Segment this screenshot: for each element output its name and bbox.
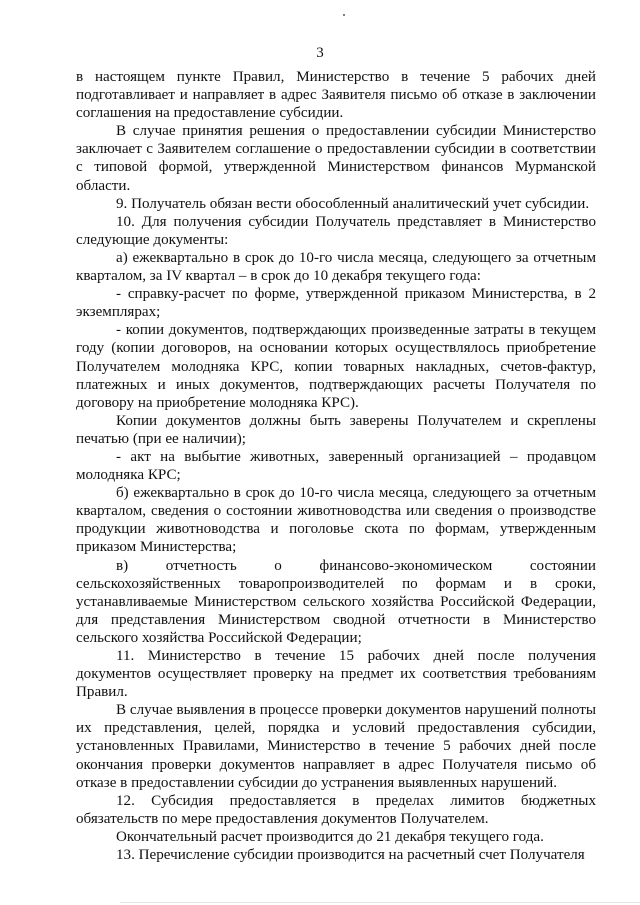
document-body — [76, 68, 596, 864]
paragraph-subitem-v: в) отчетность о финансово-экономическом состоянии сельскохозяйственных товаропроизводителей по формам и в сроки, устанавливаемые Министерством сельского хозяйства Российской Федерации, для представления Министерством сводной отчетности в Министерство сельского хозяйства Российской Федерации; — [76, 557, 596, 646]
paragraph-item-9: 9. Получатель обязан вести обособленный аналитический учет субсидии. — [116, 195, 590, 212]
page-number: 3 — [316, 45, 324, 61]
paragraph-item-12: 12. Субсидия предоставляется в пределах лимитов бюджетных обязательств по мере предоставления документов Получателем. — [76, 792, 596, 827]
paragraph-item-11: 11. Министерство в течение 15 рабочих дней после получения документов осуществляет проверку на предмет их соответствия требованиям Правил. — [76, 648, 596, 701]
paragraph-disposal-act: - акт на выбытие животных, заверенный организацией – продавцом молодняка КРС; — [76, 448, 596, 484]
paragraph-agreement: В случае принятия решения о предоставлении субсидии Министерство заключает с Заявителем соглашение о предоставлении субсидии в соответствии с типовой формой, утвержденной Министерством финансов Мурманской области. — [76, 123, 596, 194]
scan-edge-line — [120, 902, 640, 903]
paragraph-subitem-a: а) ежеквартально в срок до 10-го числа месяца, следующего за отчетным кварталом, за IV квартал – в срок до 10 декабря текущего года: — [76, 249, 596, 285]
paragraph-violations: В случае выявления в процессе проверки документов нарушений полноты их представления, целей, порядка и условий предоставления субсидии, установленных Правилами, Министерство в течение 5 рабочих дней после окончания проверки документов направляет в адрес Получателя письмо об отказе в предоставлении субсидии до устранения выявленных нарушений. — [76, 702, 596, 791]
paragraph-item-13: 13. Перечисление субсидии производится на расчетный счет Получателя — [116, 847, 585, 864]
paragraph-item-10: 10. Для получения субсидии Получатель представляет в Министерство следующие документы: — [76, 213, 596, 248]
paragraph-calculation-certificate: - справку-расчет по форме, утвержденной приказом Министерства, в 2 экземплярах; — [76, 286, 596, 321]
paragraph-subitem-b: б) ежеквартально в срок до 10-го числа месяца, следующего за отчетным кварталом, сведения о состоянии животноводства или сведения о производстве продукции животноводства и поголовье скота по формам, утвержденным приказом Министерства; — [76, 485, 596, 556]
paragraph-copies-certified: Копии документов должны быть заверены Получателем и скреплены печатью (при ее наличии); — [76, 412, 596, 447]
paragraph-continuation: в настоящем пункте Правил, Министерство в течение 5 рабочих дней подготавливает и направляет в адрес Заявителя письмо об отказе в заключении соглашения на предоставление субсидии. — [76, 69, 596, 122]
paragraph-final-settlement: Окончательный расчет производится до 21 декабря текущего года. — [116, 828, 544, 845]
paragraph-document-copies: - копии документов, подтверждающих произведенные затраты в текущем году (копии договоров, на основании которых осуществлялось приобретение Получателем молодняка КРС, копии товарных накладных, счетов-фактур, платежных и иных документов, подтверждающих расчеты Получателя по договору на приобретение молодняка КРС). — [76, 322, 596, 411]
scan-dot-mark — [343, 14, 345, 16]
